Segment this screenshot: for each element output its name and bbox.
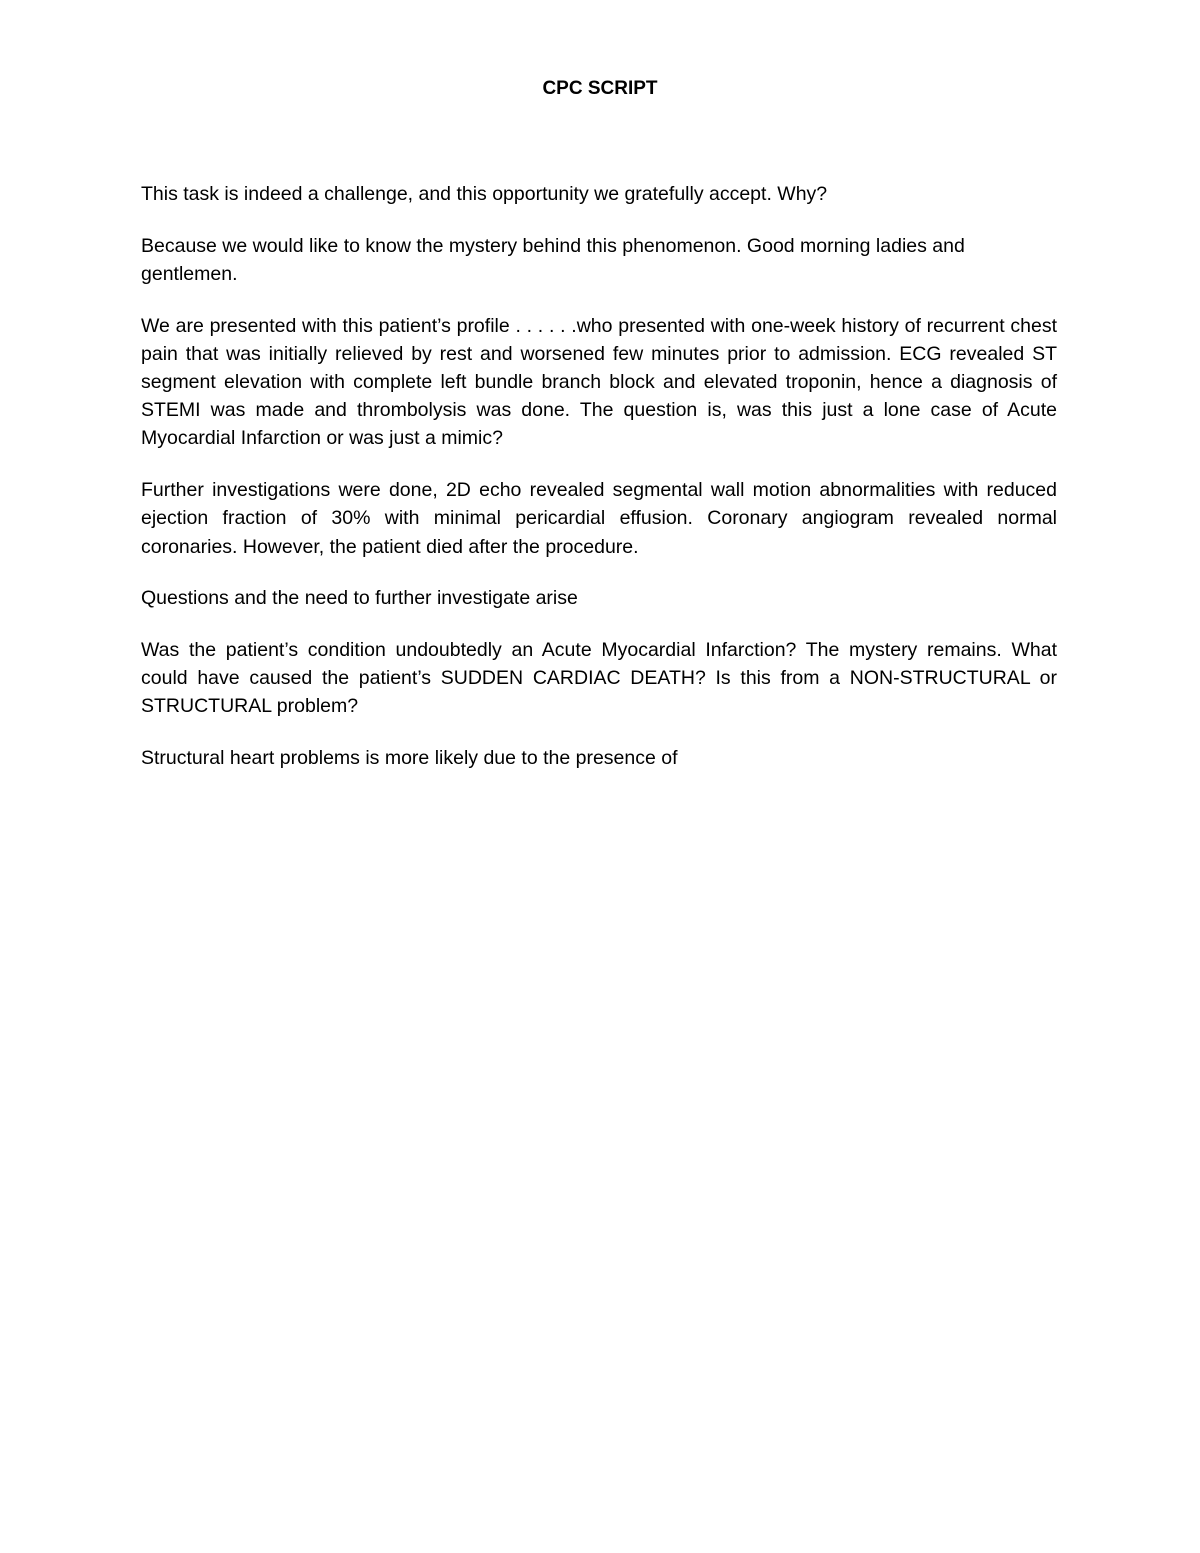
paragraph-3: We are presented with this patient’s profile . . . . . .who presented with one-week history of recurrent chest pain that was initially relieved by rest and worsened few minutes prior to admission. ECG revealed ST segment elevation with complete left bundle branch block and elevated troponin, hence a diagnosis of STEMI was made and thrombolysis was done. The question is, was this just a lone case of Acute Myocardial Infarction or was just a mimic? <box>141 314 1057 450</box>
paragraph-1: This task is indeed a challenge, and this opportunity we gratefully accept. Why? <box>141 183 828 205</box>
document-title: CPC SCRIPT <box>542 78 658 99</box>
document-body <box>141 180 1057 796</box>
paragraph-6: Was the patient’s condition undoubtedly an Acute Myocardial Infarction? The mystery remains. What could have caused the patient’s SUDDEN CARDIAC DEATH? Is this from a NON-STRUCTURAL or STRUCTURAL problem? <box>141 638 1057 718</box>
paragraph-2: Because we would like to know the mystery behind this phenomenon. Good morning ladies and gentlemen. <box>141 234 965 285</box>
paragraph-4: Further investigations were done, 2D echo revealed segmental wall motion abnormalities with reduced ejection fraction of 30% with minimal pericardial effusion. Coronary angiogram revealed normal coronaries. However, the patient died after the procedure. <box>141 479 1057 558</box>
paragraph-7: Structural heart problems is more likely due to the presence of <box>141 747 678 770</box>
paragraph-5: Questions and the need to further investigate arise <box>141 587 578 610</box>
